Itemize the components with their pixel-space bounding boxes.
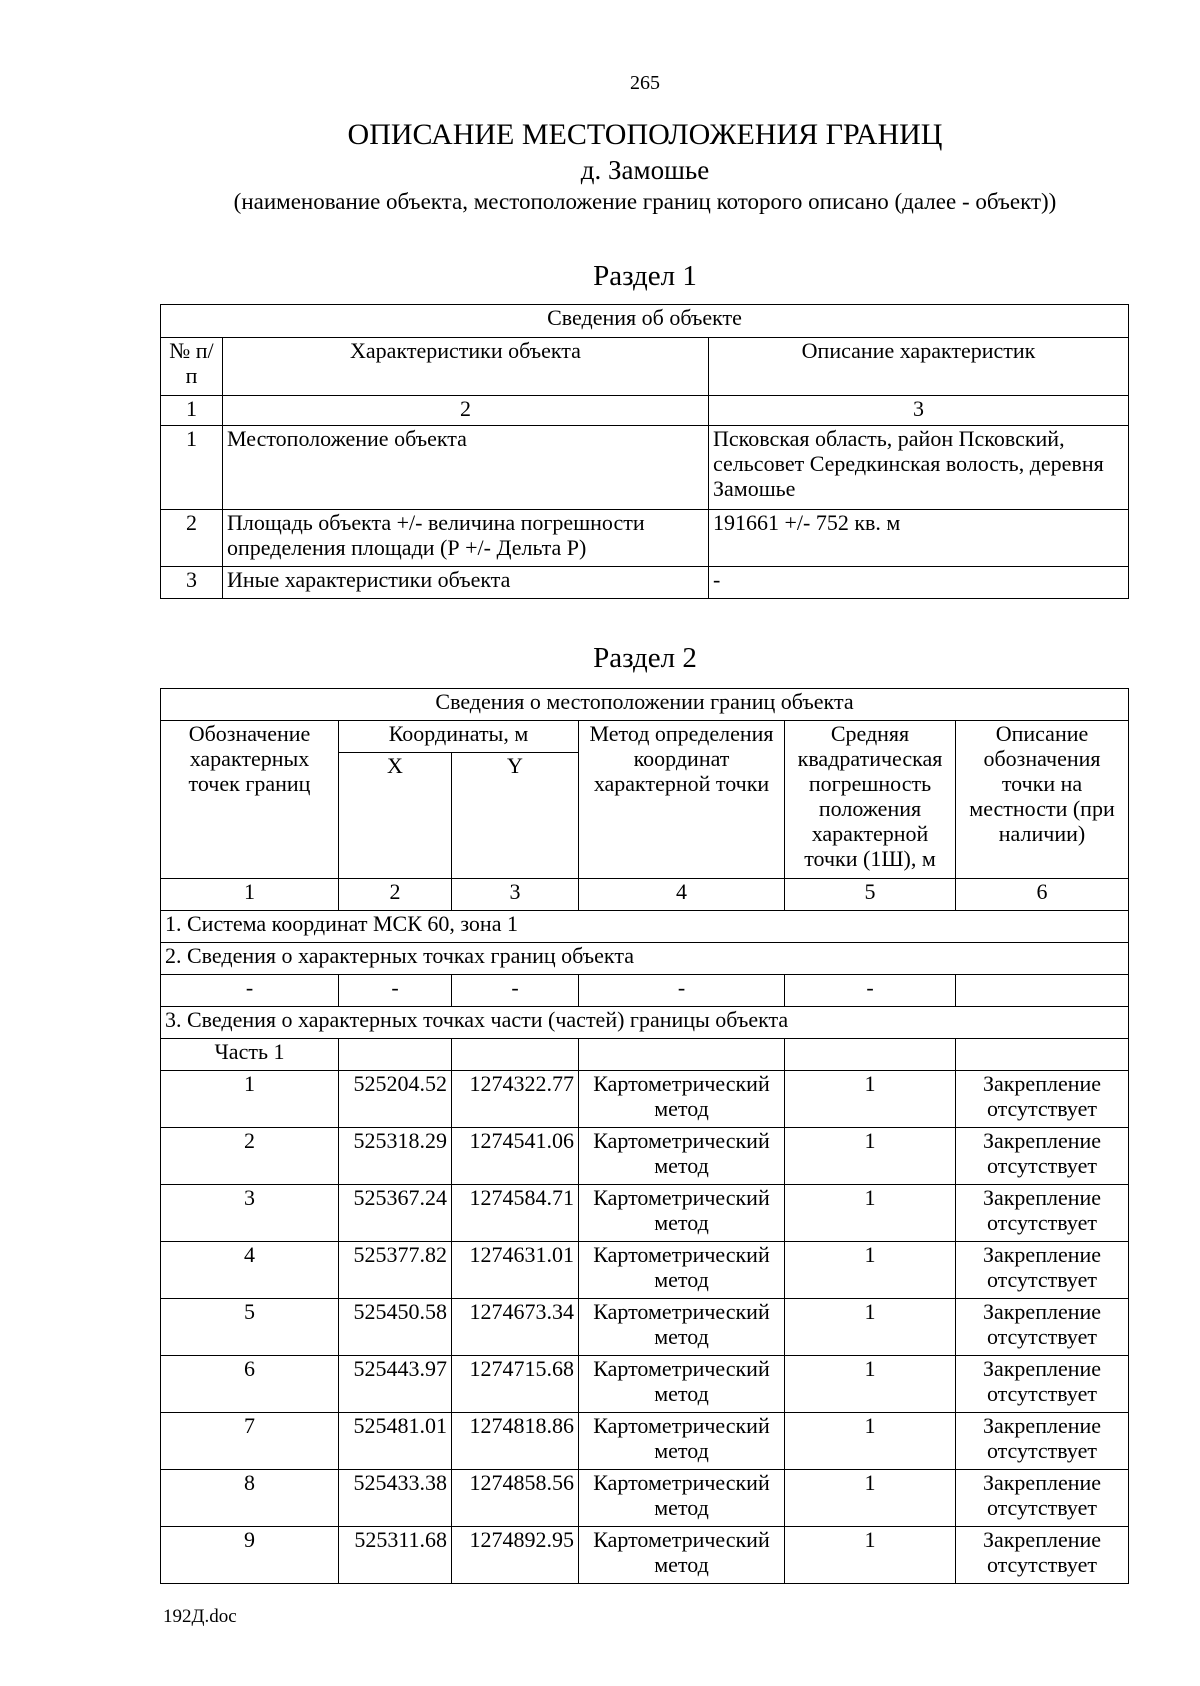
empty-cell	[579, 1039, 785, 1071]
coordinate-x: 525367.24	[339, 1185, 452, 1242]
point-description: Закрепление отсутствует	[956, 1413, 1129, 1470]
characteristic-value: -	[709, 567, 1129, 599]
method-value: Картометрический метод	[579, 1071, 785, 1128]
method-value: Картометрический метод	[579, 1527, 785, 1584]
table-row	[161, 1527, 1129, 1584]
error-value: 1	[785, 1356, 956, 1413]
point-number: 9	[161, 1527, 339, 1584]
coordinate-x: 525204.52	[339, 1071, 452, 1128]
method-value: Картометрический метод	[579, 1128, 785, 1185]
table-caption: Сведения об объекте	[161, 305, 1129, 338]
empty-cell: -	[339, 975, 452, 1007]
coordinate-y: 1274541.06	[452, 1128, 579, 1185]
coordinate-y: 1274673.34	[452, 1299, 579, 1356]
header-error: Средняя квадратическая погрешность положения характерной точки (1Ш), м	[785, 721, 956, 879]
characteristic-name: Местоположение объекта	[223, 426, 709, 510]
empty-cell: -	[161, 975, 339, 1007]
table-row	[161, 426, 1129, 510]
table-caption: Сведения о местоположении границ объекта	[161, 689, 1129, 721]
header-description: Описание характеристик	[709, 338, 1129, 396]
point-number: 8	[161, 1470, 339, 1527]
empty-cell: -	[579, 975, 785, 1007]
section-2-title: Раздел 2	[593, 642, 697, 674]
error-value: 1	[785, 1413, 956, 1470]
header-point: Обозначение характерных точек границ	[161, 721, 339, 879]
empty-cell: -	[452, 975, 579, 1007]
characteristic-name: Площадь объекта +/- величина погрешности определения площади (Р +/- Дельта Р)	[223, 510, 709, 567]
error-value: 1	[785, 1299, 956, 1356]
error-value: 1	[785, 1071, 956, 1128]
table-row	[161, 1128, 1129, 1185]
point-description: Закрепление отсутствует	[956, 1299, 1129, 1356]
column-number: 2	[339, 879, 452, 911]
error-value: 1	[785, 1128, 956, 1185]
header-characteristic: Характеристики объекта	[223, 338, 709, 396]
error-value: 1	[785, 1470, 956, 1527]
coordinate-y: 1274892.95	[452, 1527, 579, 1584]
row-number: 3	[161, 567, 223, 599]
document-title: ОПИСАНИЕ МЕСТОПОЛОЖЕНИЯ ГРАНИЦ	[347, 118, 943, 151]
empty-cell: -	[785, 975, 956, 1007]
error-value: 1	[785, 1527, 956, 1584]
point-description: Закрепление отсутствует	[956, 1185, 1129, 1242]
method-value: Картометрический метод	[579, 1299, 785, 1356]
coordinate-y: 1274715.68	[452, 1356, 579, 1413]
error-value: 1	[785, 1242, 956, 1299]
coordinate-system-row	[161, 911, 1129, 943]
point-description: Закрепление отсутствует	[956, 1470, 1129, 1527]
row-number: 2	[161, 510, 223, 567]
characteristic-value: 191661 +/- 752 кв. м	[709, 510, 1129, 567]
empty-points-row	[161, 975, 1129, 1007]
column-number: 3	[452, 879, 579, 911]
method-value: Картометрический метод	[579, 1242, 785, 1299]
point-description: Закрепление отсутствует	[956, 1242, 1129, 1299]
points-body	[161, 1071, 1129, 1584]
parts-heading-row	[161, 1007, 1129, 1039]
column-number-row	[161, 879, 1129, 911]
header-coordinates: Координаты, м	[339, 721, 579, 753]
table-caption-row	[161, 689, 1129, 721]
header-y: Y	[452, 753, 579, 879]
method-value: Картометрический метод	[579, 1470, 785, 1527]
column-number: 1	[161, 879, 339, 911]
table-row	[161, 1242, 1129, 1299]
table-row	[161, 510, 1129, 567]
method-value: Картометрический метод	[579, 1413, 785, 1470]
boundary-points-table	[160, 688, 1129, 1584]
coordinate-x: 525481.01	[339, 1413, 452, 1470]
coordinate-x: 525443.97	[339, 1356, 452, 1413]
table-row	[161, 1299, 1129, 1356]
coordinate-y: 1274631.01	[452, 1242, 579, 1299]
header-number: № п/п	[161, 338, 223, 396]
coordinate-x: 525311.68	[339, 1527, 452, 1584]
point-number: 3	[161, 1185, 339, 1242]
column-number: 2	[223, 396, 709, 426]
page-number: 265	[630, 72, 660, 94]
coordinate-y: 1274818.86	[452, 1413, 579, 1470]
point-description: Закрепление отсутствует	[956, 1527, 1129, 1584]
point-description: Закрепление отсутствует	[956, 1071, 1129, 1128]
characteristic-value: Псковская область, район Псковский, сельсовет Середкинская волость, деревня Замошье	[709, 426, 1129, 510]
empty-cell	[339, 1039, 452, 1071]
column-number: 3	[709, 396, 1129, 426]
table-row	[161, 1413, 1129, 1470]
point-description: Закрепление отсутствует	[956, 1356, 1129, 1413]
empty-cell	[452, 1039, 579, 1071]
table-row	[161, 1356, 1129, 1413]
method-value: Картометрический метод	[579, 1185, 785, 1242]
table-row	[161, 567, 1129, 599]
section-1-title: Раздел 1	[593, 260, 697, 292]
footer-filename: 192Д.doc	[163, 1606, 237, 1627]
point-number: 2	[161, 1128, 339, 1185]
coordinate-y: 1274584.71	[452, 1185, 579, 1242]
object-info-table	[160, 304, 1129, 599]
points-heading: 2. Сведения о характерных точках границ объекта	[161, 943, 1129, 975]
coordinate-x: 525377.82	[339, 1242, 452, 1299]
table-row	[161, 1185, 1129, 1242]
empty-cell	[956, 975, 1129, 1007]
coordinate-y: 1274322.77	[452, 1071, 579, 1128]
header-x: X	[339, 753, 452, 879]
coordinate-x: 525450.58	[339, 1299, 452, 1356]
method-value: Картометрический метод	[579, 1356, 785, 1413]
row-number: 1	[161, 426, 223, 510]
header-point-description: Описание обозначения точки на местности (при наличии)	[956, 721, 1129, 879]
part-label: Часть 1	[161, 1039, 339, 1071]
error-value: 1	[785, 1185, 956, 1242]
coordinate-y: 1274858.56	[452, 1470, 579, 1527]
empty-cell	[785, 1039, 956, 1071]
coordinate-x: 525318.29	[339, 1128, 452, 1185]
part-label-row	[161, 1039, 1129, 1071]
point-description: Закрепление отсутствует	[956, 1128, 1129, 1185]
empty-cell	[956, 1039, 1129, 1071]
points-heading-row	[161, 943, 1129, 975]
column-number: 6	[956, 879, 1129, 911]
point-number: 4	[161, 1242, 339, 1299]
point-number: 1	[161, 1071, 339, 1128]
point-number: 6	[161, 1356, 339, 1413]
column-number: 4	[579, 879, 785, 911]
point-number: 7	[161, 1413, 339, 1470]
column-number: 1	[161, 396, 223, 426]
object-name: д. Замошье	[580, 155, 710, 185]
column-number-row	[161, 396, 1129, 426]
header-method: Метод определения координат характерной точки	[579, 721, 785, 879]
column-number: 5	[785, 879, 956, 911]
parts-heading: 3. Сведения о характерных точках части (частей) границы объекта	[161, 1007, 1129, 1039]
table-header-row	[161, 338, 1129, 396]
table-header-row	[161, 721, 1129, 753]
coordinate-system: 1. Система координат МСК 60, зона 1	[161, 911, 1129, 943]
object-caption: (наименование объекта, местоположение границ которого описано (далее - объект))	[233, 189, 1057, 214]
table-row	[161, 1071, 1129, 1128]
coordinate-x: 525433.38	[339, 1470, 452, 1527]
point-number: 5	[161, 1299, 339, 1356]
table-row	[161, 1470, 1129, 1527]
table-caption-row	[161, 305, 1129, 338]
characteristic-name: Иные характеристики объекта	[223, 567, 709, 599]
